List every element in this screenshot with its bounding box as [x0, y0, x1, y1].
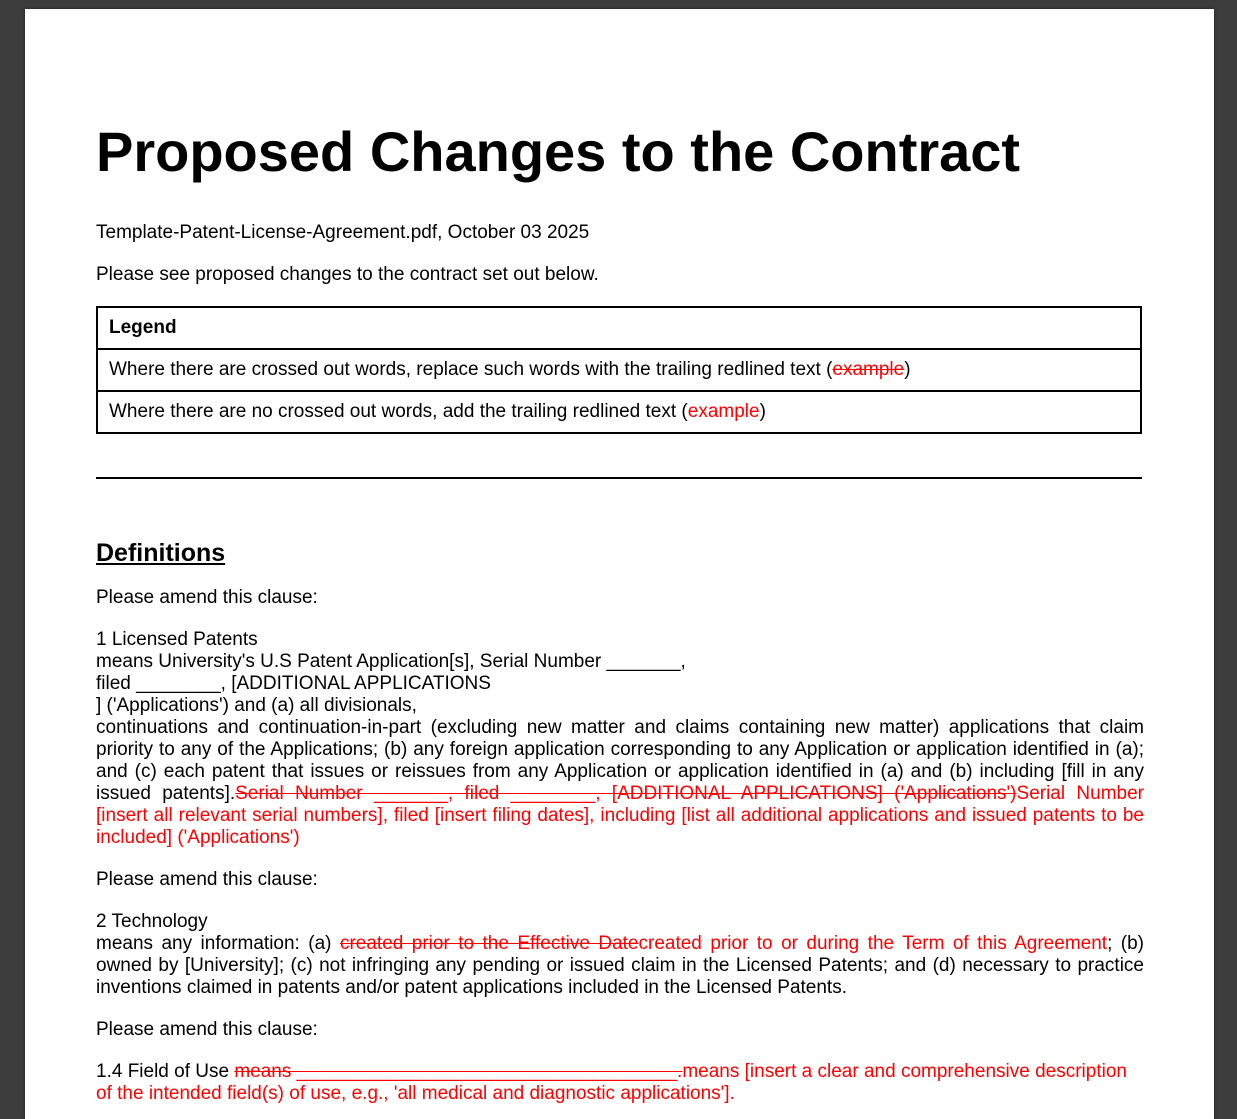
clause-1-title: 1 Licensed Patents [96, 629, 258, 650]
document-page [25, 9, 1214, 1119]
legend-row1-text: Where there are crossed out words, replace such words with the trailing redlined text ( [109, 359, 833, 380]
clause-1-inserted: Serial Number [insert all relevant serial numbers], filed [insert filing dates], including [list all additional applications and issued patents to be included] ('Applications') [96, 783, 1144, 848]
clause-3-deleted: means ____________________________________. [234, 1061, 683, 1082]
legend-row2-example: example [687, 401, 760, 422]
definitions-heading: Definitions [96, 539, 226, 567]
legend-row-replace [97, 349, 1141, 391]
legend-row1-close: ) [904, 359, 911, 380]
section-divider [96, 477, 1142, 479]
clause-2-inserted: created prior to or during the Term of this Agreement [638, 933, 1108, 954]
legend-cell-replace [97, 349, 1141, 391]
clause-1-line-1: means University's U.S Patent Application[s], Serial Number _______, [96, 651, 686, 672]
clause-2-paragraph [96, 933, 1144, 999]
legend-header-row [97, 307, 1141, 349]
clause-2-deleted: created prior to the Effective Date [339, 933, 639, 954]
clause-3-prefix: 1.4 Field of Use [96, 1061, 235, 1082]
clause-1-paragraph [96, 717, 1144, 849]
clause-1-line-2: filed ________, [ADDITIONAL APPLICATIONS [96, 673, 491, 694]
amend-label: Please amend this clause: [96, 869, 318, 890]
document-meta: Template-Patent-License-Agreement.pdf, October 03 2025 [96, 222, 590, 243]
legend-table [96, 306, 1142, 434]
clause-3-inserted: means [insert a clear and comprehensive description of the intended field(s) of use, e.g., 'all medical and diagnostic applications']. [96, 1061, 1127, 1104]
legend-cell-add [97, 391, 1141, 433]
legend-row-add [97, 391, 1141, 433]
legend-row2-close: ) [759, 401, 766, 422]
clause-2-title: 2 Technology [96, 911, 208, 932]
clause-1-line-3: ] ('Applications') and (a) all divisionals, [96, 695, 417, 716]
document-title: Proposed Changes to the Contract [96, 120, 1021, 183]
legend-row1-example: example [832, 359, 905, 380]
clause-3-paragraph [96, 1061, 1144, 1105]
amend-label: Please amend this clause: [96, 1019, 318, 1040]
legend-header: Legend [97, 307, 1141, 349]
clause-2-prefix: means any information: (a) [96, 933, 340, 954]
legend-row2-text: Where there are no crossed out words, add the trailing redlined text ( [109, 401, 688, 422]
definitions-body [96, 587, 1144, 1105]
document-intro: Please see proposed changes to the contract set out below. [96, 264, 599, 285]
clause-2-suffix: ; (b) owned by [University]; (c) not infringing any pending or issued claim in the Licensed Patents; and (d) necessary to practice inventions claimed in patents and/or patent applications included in the Licensed Patents. [96, 933, 1145, 998]
clause-1-deleted: Serial Number _______, filed ________, [ADDITIONAL APPLICATIONS] ('Applications') [235, 783, 1017, 804]
amend-label: Please amend this clause: [96, 587, 318, 608]
clause-1-text: continuations and continuation-in-part (excluding new matter and claims containing new matter) applications that claim priority to any of the Applications; (b) any foreign application corresponding to any Application or application identified in (a); and (c) each patent that issues or reissues from any Application or application identified in (a) and (b) including [fill in any issued patents]. [96, 717, 1144, 804]
